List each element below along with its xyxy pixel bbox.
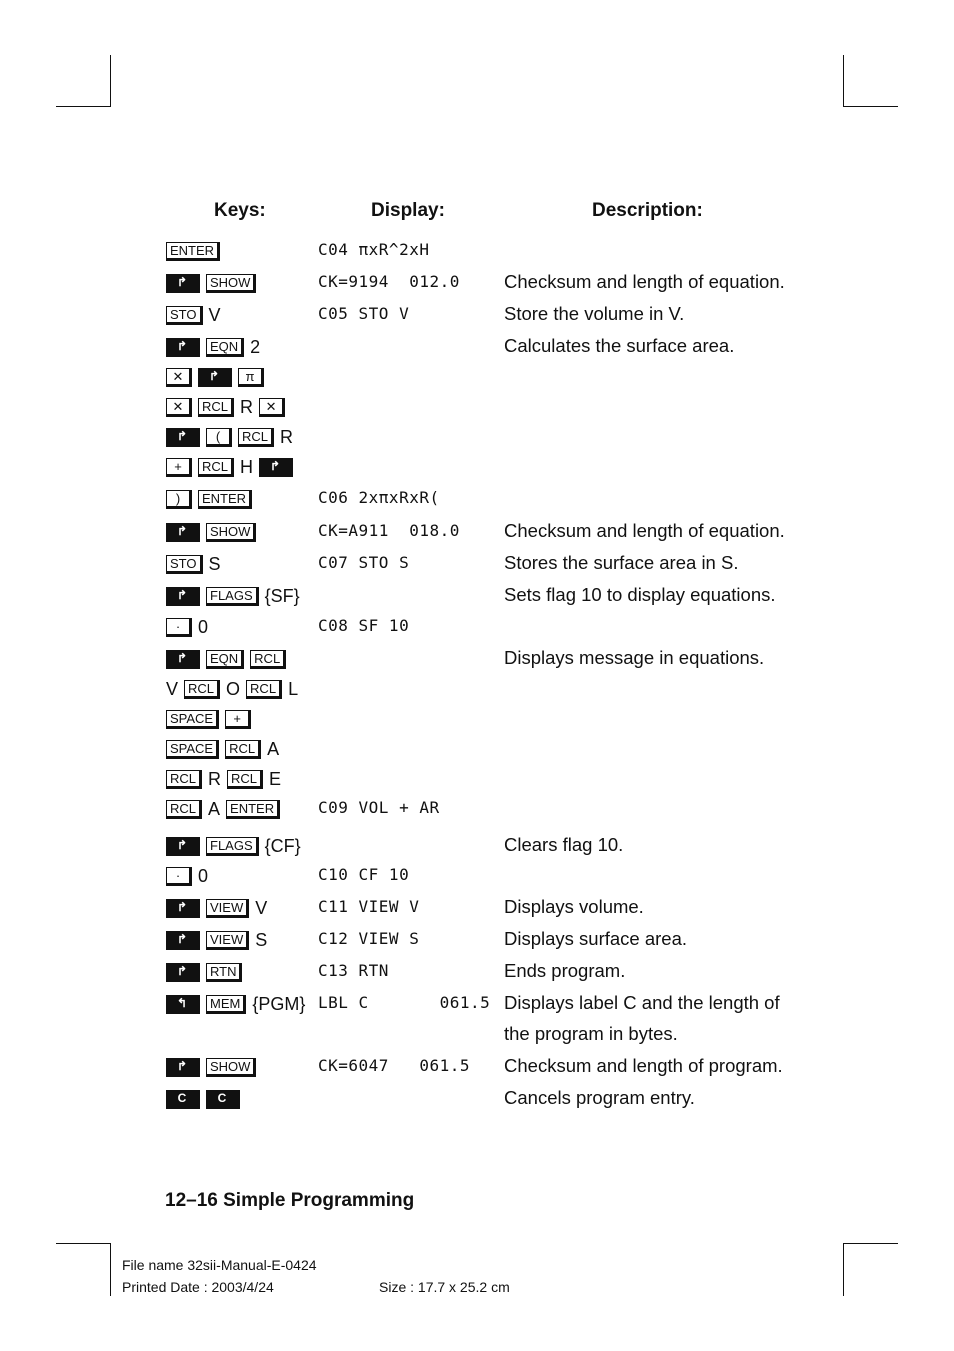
- shift-key-icon: ↰: [166, 995, 200, 1014]
- description-header: Description:: [592, 200, 703, 221]
- table-row: [0, 961, 954, 991]
- key-text: 0: [198, 865, 209, 886]
- calculator-key: SHOW: [206, 1058, 256, 1077]
- table-row: [0, 865, 954, 895]
- table-row: [0, 768, 954, 798]
- calculator-key: MEM: [206, 995, 246, 1014]
- calculator-key: RCL: [246, 680, 282, 699]
- key-text: R: [208, 768, 222, 789]
- display-cell: C05 STO V: [318, 304, 410, 323]
- calculator-key: ·: [166, 618, 192, 637]
- crop-mark: [56, 106, 111, 107]
- calculator-key: RCL: [198, 398, 234, 417]
- calculator-key: SPACE: [166, 710, 219, 729]
- calculator-key: RCL: [250, 650, 286, 669]
- crop-mark: [843, 1243, 898, 1244]
- shift-key-icon: ↱: [166, 650, 200, 669]
- display-cell: C09 VOL + AR: [318, 798, 440, 817]
- table-row: [0, 1056, 954, 1086]
- shift-key-icon: ↱: [198, 368, 232, 387]
- keys-cell: [166, 865, 214, 887]
- key-text: V: [208, 304, 221, 325]
- keys-cell: [166, 336, 266, 358]
- file-name: File name 32sii-Manual-E-0424: [122, 1257, 317, 1273]
- table-row: [0, 738, 954, 768]
- calculator-key: ✕: [259, 398, 285, 417]
- display-cell: C13 RTN: [318, 961, 389, 980]
- description-cell: Checksum and length of program.: [504, 1055, 783, 1076]
- shift-key-icon: ↱: [166, 931, 200, 950]
- table-row: [0, 897, 954, 927]
- description-cell: Displays volume.: [504, 896, 644, 917]
- keys-cell: [166, 488, 258, 509]
- table-row: [0, 272, 954, 302]
- display-cell: C04 πxR^2xH: [318, 240, 430, 259]
- table-row: [0, 585, 954, 615]
- display-header: Display:: [371, 200, 445, 221]
- keys-cell: [166, 798, 286, 820]
- shift-key-icon: ↱: [166, 1058, 200, 1077]
- calculator-key: STO: [166, 555, 203, 574]
- key-text: R: [280, 426, 294, 447]
- table-row: [0, 1088, 954, 1118]
- crop-mark: [56, 1243, 111, 1244]
- keys-cell: [166, 456, 299, 478]
- table-row: [0, 678, 954, 708]
- calculator-key: ENTER: [198, 490, 252, 509]
- calculator-key: SHOW: [206, 523, 256, 542]
- key-text: V: [166, 678, 179, 699]
- key-text: L: [288, 678, 299, 699]
- calculator-key: ENTER: [166, 242, 220, 261]
- crop-mark: [843, 55, 844, 106]
- shift-key-icon: ↱: [166, 428, 200, 447]
- description-cell: Ends program.: [504, 960, 626, 981]
- keys-cell: [166, 1056, 262, 1077]
- crop-mark: [843, 106, 898, 107]
- calculator-key: STO: [166, 306, 203, 325]
- keys-cell: [166, 961, 248, 982]
- page-size: Size : 17.7 x 25.2 cm: [379, 1279, 510, 1295]
- description-cell: Store the volume in V.: [504, 303, 685, 324]
- keys-cell: [166, 426, 299, 448]
- calculator-key: (: [206, 428, 232, 447]
- key-text: R: [240, 396, 254, 417]
- key-text: O: [226, 678, 241, 699]
- description-cell: Calculates the surface area.: [504, 335, 735, 356]
- shift-key-icon: ↱: [166, 899, 200, 918]
- table-row: [0, 488, 954, 518]
- keys-cell: [166, 835, 307, 857]
- key-text: {SF}: [264, 585, 300, 606]
- shift-key-icon: ↱: [166, 963, 200, 982]
- calculator-key: ): [166, 490, 192, 509]
- calculator-key: EQN: [206, 338, 244, 357]
- keys-cell: [166, 366, 270, 387]
- keys-cell: [166, 1088, 246, 1109]
- table-row: [0, 992, 954, 1044]
- calculator-key: RCL: [198, 458, 234, 477]
- key-text: V: [255, 897, 268, 918]
- shift-key-icon: ↱: [166, 837, 200, 856]
- display-cell: CK=9194 012.0: [318, 272, 460, 291]
- keys-cell: [166, 738, 285, 760]
- table-row: [0, 336, 954, 366]
- display-cell: C06 2xπxRxR(: [318, 488, 440, 507]
- shift-key-icon: ↱: [166, 338, 200, 357]
- key-text: A: [208, 798, 221, 819]
- calculator-key: FLAGS: [206, 837, 259, 856]
- key-text: A: [267, 738, 280, 759]
- description-cell: Clears flag 10.: [504, 834, 624, 855]
- keys-cell: [166, 272, 262, 293]
- key-text: S: [255, 929, 268, 950]
- keys-cell: [166, 768, 287, 790]
- calculator-key: +: [225, 710, 251, 729]
- key-text: S: [208, 553, 221, 574]
- table-row: [0, 366, 954, 396]
- table-row: [0, 553, 954, 583]
- calculator-key: RCL: [184, 680, 220, 699]
- table-row: [0, 426, 954, 456]
- description-cell: Displays message in equations.: [504, 647, 765, 668]
- keys-cell: [166, 678, 304, 700]
- table-row: [0, 835, 954, 865]
- keys-cell: [166, 396, 291, 418]
- table-row: [0, 708, 954, 738]
- crop-mark: [110, 1243, 111, 1296]
- printed-date: Printed Date : 2003/4/24: [122, 1279, 274, 1295]
- key-text: H: [240, 456, 254, 477]
- display-cell: LBL C 061.5: [318, 993, 491, 1012]
- table-row: [0, 240, 954, 270]
- keys-cell: [166, 708, 257, 729]
- calculator-key: VIEW: [206, 899, 249, 918]
- calculator-key: ENTER: [226, 800, 280, 819]
- display-cell: C08 SF 10: [318, 616, 410, 635]
- table-row: [0, 798, 954, 828]
- shift-key-icon: C: [206, 1090, 240, 1109]
- table-row: [0, 396, 954, 426]
- shift-key-icon: ↱: [166, 587, 200, 606]
- shift-key-icon: C: [166, 1090, 200, 1109]
- calculator-key: EQN: [206, 650, 244, 669]
- calculator-key: ✕: [166, 398, 192, 417]
- calculator-key: SHOW: [206, 274, 256, 293]
- key-text: E: [269, 768, 282, 789]
- table-row: [0, 648, 954, 678]
- table-row: [0, 929, 954, 959]
- description-cell: Sets flag 10 to display equations.: [504, 584, 776, 605]
- calculator-key: SPACE: [166, 740, 219, 759]
- calculator-key: +: [166, 458, 192, 477]
- keys-cell: [166, 240, 226, 261]
- table-row: [0, 521, 954, 551]
- display-cell: C10 CF 10: [318, 865, 410, 884]
- display-cell: CK=A911 018.0: [318, 521, 460, 540]
- crop-mark: [843, 1243, 844, 1296]
- description-cell: Displays label C and the length of the program in bytes.: [504, 992, 780, 1044]
- display-cell: C07 STO S: [318, 553, 410, 572]
- keys-cell: [166, 521, 262, 542]
- keys-cell: [166, 897, 273, 919]
- table-row: [0, 616, 954, 646]
- keys-cell: [166, 585, 306, 607]
- description-cell: Stores the surface area in S.: [504, 552, 739, 573]
- key-text: 2: [250, 336, 261, 357]
- description-cell: Checksum and length of equation.: [504, 520, 785, 541]
- key-text: 0: [198, 616, 209, 637]
- calculator-key: RCL: [166, 770, 202, 789]
- description-cell: Checksum and length of equation.: [504, 271, 785, 292]
- calculator-key: RCL: [238, 428, 274, 447]
- key-text: {PGM}: [252, 993, 306, 1014]
- display-cell: C12 VIEW S: [318, 929, 420, 948]
- keys-cell: [166, 993, 311, 1015]
- crop-mark: [110, 55, 111, 106]
- keys-cell: [166, 304, 227, 326]
- calculator-key: VIEW: [206, 931, 249, 950]
- description-cell: Cancels program entry.: [504, 1087, 695, 1108]
- calculator-key: ·: [166, 867, 192, 886]
- display-cell: C11 VIEW V: [318, 897, 420, 916]
- calculator-key: π: [238, 368, 264, 387]
- calculator-key: ✕: [166, 368, 192, 387]
- calculator-key: FLAGS: [206, 587, 259, 606]
- page-footer-section: 12–16 Simple Programming: [165, 1190, 415, 1211]
- calculator-key: RTN: [206, 963, 242, 982]
- keys-cell: [166, 929, 273, 951]
- shift-key-icon: ↱: [259, 458, 293, 477]
- keys-cell: [166, 648, 292, 669]
- calculator-key: RCL: [225, 740, 261, 759]
- keys-cell: [166, 553, 227, 575]
- shift-key-icon: ↱: [166, 523, 200, 542]
- keys-cell: [166, 616, 214, 638]
- display-cell: CK=6047 061.5: [318, 1056, 470, 1075]
- key-text: {CF}: [264, 835, 301, 856]
- description-cell: Displays surface area.: [504, 928, 688, 949]
- table-row: [0, 456, 954, 486]
- table-row: [0, 304, 954, 334]
- keys-header: Keys:: [214, 200, 266, 221]
- calculator-key: RCL: [227, 770, 263, 789]
- shift-key-icon: ↱: [166, 274, 200, 293]
- calculator-key: RCL: [166, 800, 202, 819]
